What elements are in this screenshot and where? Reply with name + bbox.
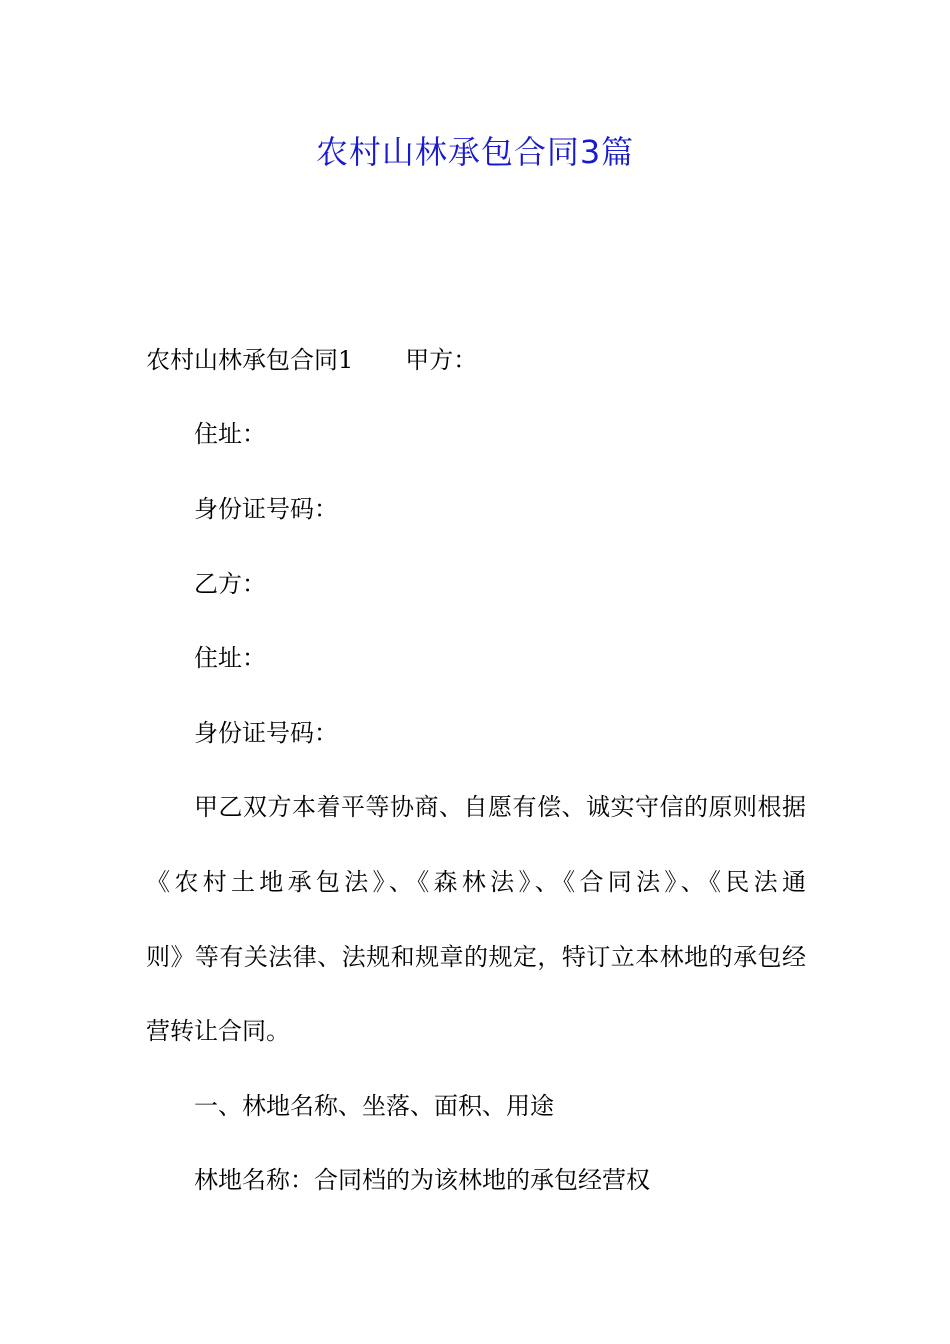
preamble-line-3: 则》等有关法律、法规和规章的规定，特订立本林地的承包经 bbox=[146, 943, 806, 971]
preamble-line-4: 营转让合同。 bbox=[146, 1017, 290, 1045]
forest-name-line: 林地名称：合同档的为该林地的承包经营权 bbox=[194, 1166, 650, 1194]
party-b-address-label: 住址： bbox=[194, 644, 266, 672]
contract-heading-line bbox=[146, 342, 806, 378]
contract-heading: 农村山林承包合同1 bbox=[146, 346, 354, 374]
party-a-address-label: 住址： bbox=[194, 420, 266, 448]
section-1-heading: 一、林地名称、坐落、面积、用途 bbox=[194, 1092, 554, 1120]
party-a-label: 甲方： bbox=[405, 346, 478, 374]
party-b-id-label: 身份证号码： bbox=[194, 719, 338, 747]
party-a-id-label: 身份证号码： bbox=[194, 495, 338, 523]
preamble-line-1: 甲乙双方本着平等协商、自愿有偿、诚实守信的原则根据 bbox=[194, 793, 806, 821]
preamble-line-2: 《农村土地承包法》、《森林法》、《合同法》、《民法通 bbox=[146, 868, 806, 896]
party-b-label: 乙方： bbox=[194, 570, 266, 598]
document-title: 农村山林承包合同3篇 bbox=[315, 133, 635, 171]
